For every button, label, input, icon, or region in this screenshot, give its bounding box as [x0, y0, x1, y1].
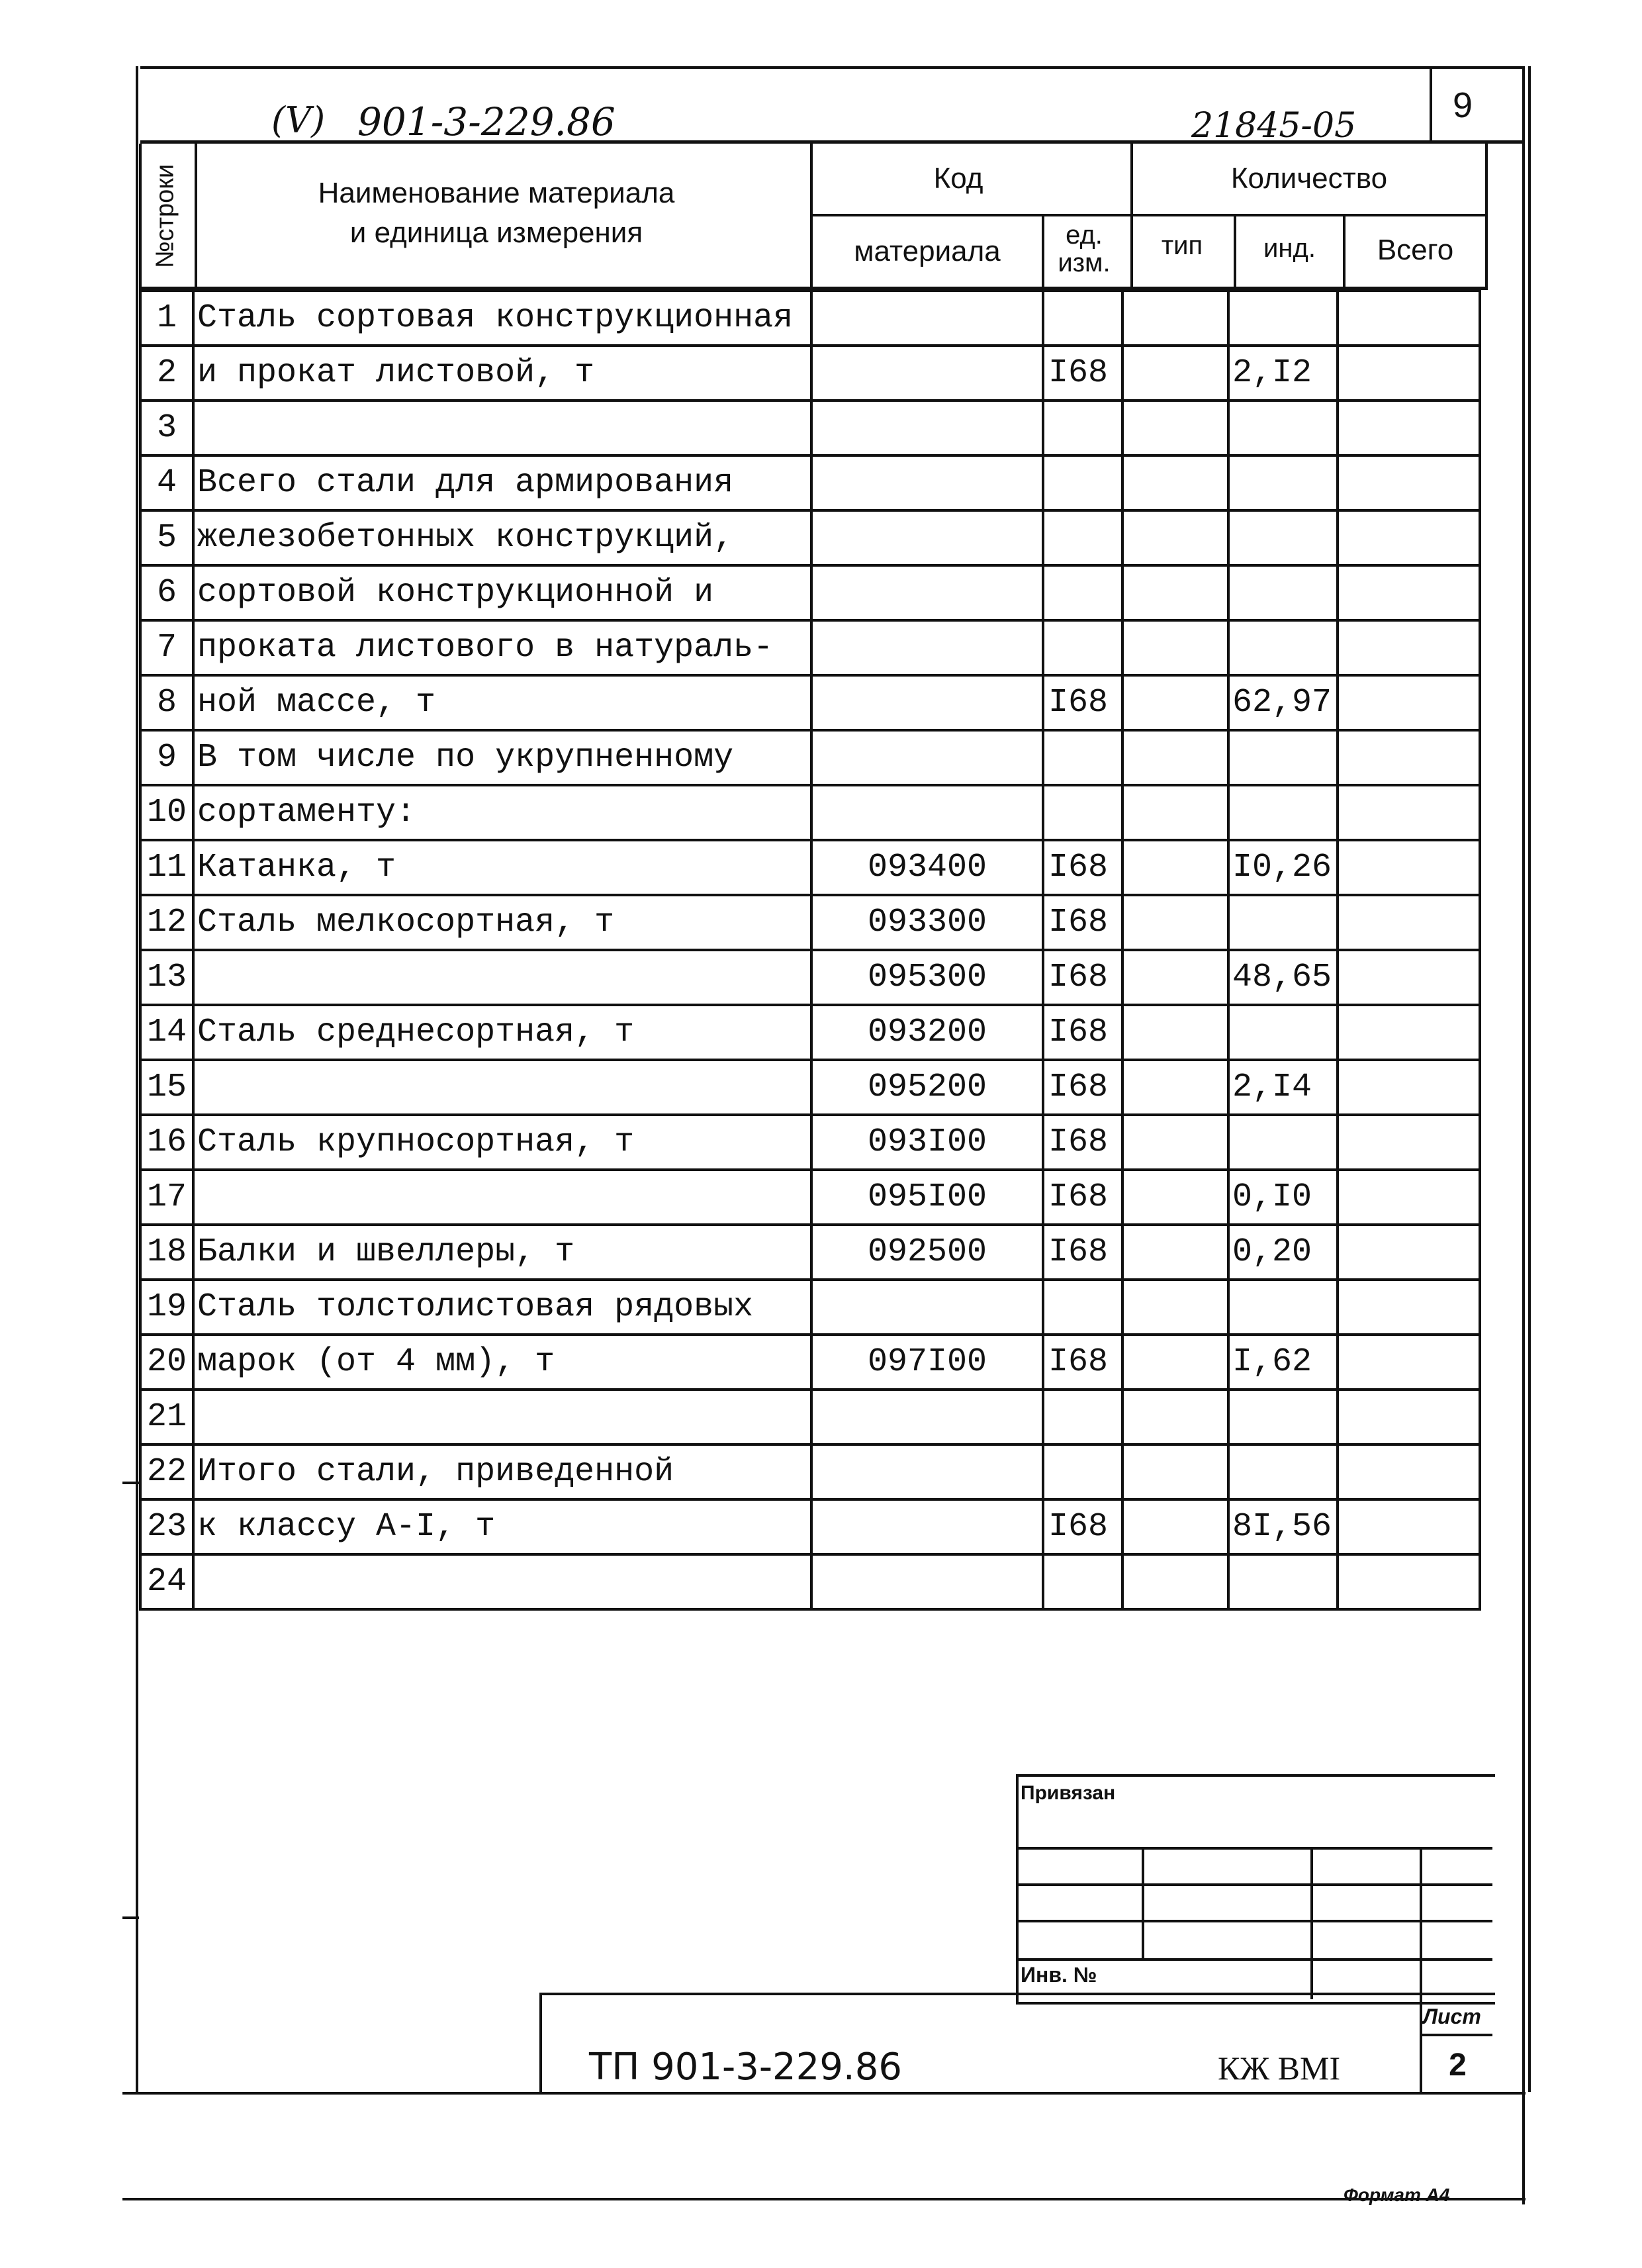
- right-edge: [1522, 66, 1525, 2204]
- qty-total: [1338, 1444, 1480, 1499]
- material-name: Сталь мелкосортная, т: [193, 895, 811, 950]
- qty-type: [1122, 346, 1228, 401]
- row-number: 17: [140, 1170, 193, 1225]
- table-row: [140, 1225, 1480, 1280]
- row-number: 10: [140, 785, 193, 840]
- qty-ind: 62,97: [1228, 675, 1338, 730]
- row-number: 9: [140, 730, 193, 785]
- qty-type: [1122, 785, 1228, 840]
- qty-total: [1338, 1170, 1480, 1225]
- qty-total: [1338, 1335, 1480, 1390]
- qty-type: [1122, 1170, 1228, 1225]
- name-header-line2: и единица измерения: [349, 216, 643, 249]
- table-row: [140, 1060, 1480, 1115]
- table-row: [140, 1280, 1480, 1335]
- unit-code: I68: [1043, 346, 1122, 401]
- material-name: [193, 1390, 811, 1444]
- qty-ind: [1228, 455, 1338, 510]
- qty-total: [1338, 1280, 1480, 1335]
- code-header: Код: [933, 162, 983, 195]
- material-code: 093400: [811, 840, 1043, 895]
- qty-ind: 0,I0: [1228, 1170, 1338, 1225]
- qty-type: [1122, 510, 1228, 565]
- qty-total: [1338, 1060, 1480, 1115]
- row-number: 11: [140, 840, 193, 895]
- qty-total: [1338, 346, 1480, 401]
- unit-code: I68: [1043, 1335, 1122, 1390]
- material-code: [811, 346, 1043, 401]
- handwritten-prefix: (V): [271, 99, 326, 141]
- qty-ind: [1228, 291, 1338, 346]
- unit-code: [1043, 510, 1122, 565]
- margin-tick-2: [122, 1916, 139, 1919]
- qty-total: [1338, 1115, 1480, 1170]
- unit-code: [1043, 620, 1122, 675]
- row-number: 6: [140, 565, 193, 620]
- material-code: 095I00: [811, 1170, 1043, 1225]
- unit-code: [1043, 401, 1122, 455]
- material-code: [811, 455, 1043, 510]
- qty-type: [1122, 1444, 1228, 1499]
- material-code: 093200: [811, 1005, 1043, 1060]
- table-row: [140, 1554, 1480, 1609]
- qty-ind: I,62: [1228, 1335, 1338, 1390]
- qty-type: [1122, 950, 1228, 1005]
- qty-type: [1122, 1280, 1228, 1335]
- row-number: 21: [140, 1390, 193, 1444]
- tied-label: Привязан: [1021, 1782, 1116, 1804]
- unit-code: [1043, 455, 1122, 510]
- unit-code: [1043, 1280, 1122, 1335]
- material-code: [811, 675, 1043, 730]
- material-code: [811, 1280, 1043, 1335]
- unit-code: I68: [1043, 1005, 1122, 1060]
- material-name: и прокат листовой, т: [193, 346, 811, 401]
- code-unit-header-1: ед.: [1066, 220, 1103, 250]
- qty-ind: [1228, 510, 1338, 565]
- row-number: 4: [140, 455, 193, 510]
- qty-type: [1122, 1335, 1228, 1390]
- unit-code: [1043, 291, 1122, 346]
- qty-type: [1122, 565, 1228, 620]
- row-number-header: №строки: [151, 164, 179, 269]
- tied-vsep-1: [1142, 1847, 1144, 1958]
- material-code: [811, 1444, 1043, 1499]
- qty-total: [1338, 675, 1480, 730]
- drawing-mark: КЖ ВМI: [1218, 2050, 1341, 2087]
- table-row: [140, 1170, 1480, 1225]
- unit-code: I68: [1043, 840, 1122, 895]
- qty-ind: [1228, 1444, 1338, 1499]
- qty-ind: 48,65: [1228, 950, 1338, 1005]
- material-name: Сталь сортовая конструкционная: [193, 291, 811, 346]
- row-number: 8: [140, 675, 193, 730]
- row-number: 15: [140, 1060, 193, 1115]
- qty-total: [1338, 1499, 1480, 1554]
- table-row: [140, 730, 1480, 785]
- tied-vsep-2: [1310, 1847, 1313, 1999]
- qty-type: [1122, 1554, 1228, 1609]
- tied-vsep-3: [1420, 1847, 1422, 1999]
- qty-ind: [1228, 730, 1338, 785]
- qty-ind: 8I,56: [1228, 1499, 1338, 1554]
- qty-total: [1338, 510, 1480, 565]
- material-code: [811, 565, 1043, 620]
- material-name: сортаменту:: [193, 785, 811, 840]
- material-name: Сталь толстолистовая рядовых: [193, 1280, 811, 1335]
- material-name: Сталь крупносортная, т: [193, 1115, 811, 1170]
- qty-type: [1122, 895, 1228, 950]
- qty-total: [1338, 1554, 1480, 1609]
- table-row: [140, 1005, 1480, 1060]
- material-name: к классу А-I, т: [193, 1499, 811, 1554]
- material-name: [193, 1060, 811, 1115]
- qty-type: [1122, 291, 1228, 346]
- table-row: [140, 346, 1480, 401]
- row-number: 7: [140, 620, 193, 675]
- table-row: [140, 1115, 1480, 1170]
- qty-type: [1122, 1225, 1228, 1280]
- material-code: [811, 291, 1043, 346]
- unit-code: [1043, 730, 1122, 785]
- qty-total: [1338, 1005, 1480, 1060]
- unit-code: I68: [1043, 1115, 1122, 1170]
- qty-type: [1122, 1060, 1228, 1115]
- material-name: Балки и швеллеры, т: [193, 1225, 811, 1280]
- material-code: 097I00: [811, 1335, 1043, 1390]
- material-name: Итого стали, приведенной: [193, 1444, 811, 1499]
- table-row: [140, 675, 1480, 730]
- top-rule: [140, 66, 1524, 69]
- row-number: 2: [140, 346, 193, 401]
- table-row: [140, 620, 1480, 675]
- material-code: 093I00: [811, 1115, 1043, 1170]
- row-number: 16: [140, 1115, 193, 1170]
- qty-total: [1338, 455, 1480, 510]
- qty-ind: [1228, 620, 1338, 675]
- qty-ind: [1228, 1390, 1338, 1444]
- qty-ind: I0,26: [1228, 840, 1338, 895]
- unit-code: [1043, 565, 1122, 620]
- unit-code: I68: [1043, 1060, 1122, 1115]
- qty-type: [1122, 730, 1228, 785]
- qty-total: [1338, 565, 1480, 620]
- sheet-label: Лист: [1423, 2005, 1481, 2028]
- row-number: 24: [140, 1554, 193, 1609]
- material-name: [193, 1554, 811, 1609]
- handwritten-archive-code: 21845-05: [1191, 106, 1357, 146]
- code-material-header: материала: [854, 235, 1001, 267]
- table-row: [140, 895, 1480, 950]
- row-number: 1: [140, 291, 193, 346]
- qty-total: [1338, 401, 1480, 455]
- material-code: 095300: [811, 950, 1043, 1005]
- qty-ind-header: инд.: [1263, 234, 1316, 263]
- row-number: 22: [140, 1444, 193, 1499]
- unit-code: I68: [1043, 1499, 1122, 1554]
- row-number: 3: [140, 401, 193, 455]
- unit-code: I68: [1043, 675, 1122, 730]
- qty-total: [1338, 730, 1480, 785]
- inventory-label: Инв. №: [1021, 1963, 1097, 1987]
- qty-ind: 0,20: [1228, 1225, 1338, 1280]
- material-code: [811, 1554, 1043, 1609]
- row-number: 23: [140, 1499, 193, 1554]
- qty-total: [1338, 1390, 1480, 1444]
- qty-ind: [1228, 895, 1338, 950]
- material-name: [193, 950, 811, 1005]
- material-name: [193, 1170, 811, 1225]
- qty-total: [1338, 840, 1480, 895]
- qty-type: [1122, 401, 1228, 455]
- table-row: [140, 565, 1480, 620]
- table-row: [140, 950, 1480, 1005]
- qty-ind: [1228, 1280, 1338, 1335]
- qty-total: [1338, 785, 1480, 840]
- table-row: [140, 455, 1480, 510]
- table-header: [139, 144, 1492, 289]
- material-name: Всего стали для армирования: [193, 455, 811, 510]
- name-header-line1: Наименование материала: [318, 177, 675, 209]
- row-number: 20: [140, 1335, 193, 1390]
- material-name: Сталь среднесортная, т: [193, 1005, 811, 1060]
- qty-ind: 2,I2: [1228, 346, 1338, 401]
- table-row: [140, 1335, 1480, 1390]
- quantity-header: Количество: [1230, 162, 1388, 195]
- row-number: 18: [140, 1225, 193, 1280]
- materials-table: [139, 289, 1481, 1611]
- material-name: марок (от 4 мм), т: [193, 1335, 811, 1390]
- qty-type: [1122, 1499, 1228, 1554]
- qty-type: [1122, 1390, 1228, 1444]
- material-name: проката листового в натураль-: [193, 620, 811, 675]
- row-number: 13: [140, 950, 193, 1005]
- qty-total-header: Всего: [1377, 234, 1454, 266]
- row-number: 14: [140, 1005, 193, 1060]
- handwritten-doc-code: 901-3-229.86: [357, 99, 616, 144]
- material-name: [193, 401, 811, 455]
- qty-ind: [1228, 1005, 1338, 1060]
- material-code: [811, 1499, 1043, 1554]
- row-number: 12: [140, 895, 193, 950]
- qty-total: [1338, 620, 1480, 675]
- qty-ind: [1228, 1115, 1338, 1170]
- table-row: [140, 291, 1480, 346]
- material-code: 093300: [811, 895, 1043, 950]
- material-code: [811, 785, 1043, 840]
- material-name: сортовой конструкционной и: [193, 565, 811, 620]
- qty-ind: [1228, 565, 1338, 620]
- margin-tick-1: [122, 1482, 139, 1484]
- material-code: [811, 620, 1043, 675]
- table-row: [140, 1444, 1480, 1499]
- format-label: Формат А4: [1344, 2185, 1450, 2205]
- sheet-vsep: [1420, 1993, 1422, 2092]
- qty-type: [1122, 675, 1228, 730]
- page-number: 9: [1452, 85, 1473, 125]
- material-code: [811, 730, 1043, 785]
- row-number: 19: [140, 1280, 193, 1335]
- row-number: 5: [140, 510, 193, 565]
- sheet-hsep: [1420, 2034, 1492, 2036]
- unit-code: I68: [1043, 950, 1122, 1005]
- material-name: В том числе по укрупненному: [193, 730, 811, 785]
- material-name: Катанка, т: [193, 840, 811, 895]
- qty-type: [1122, 620, 1228, 675]
- qty-type: [1122, 455, 1228, 510]
- sheet-number: 2: [1449, 2048, 1467, 2083]
- table-row: [140, 785, 1480, 840]
- qty-type: [1122, 1005, 1228, 1060]
- unit-code: [1043, 785, 1122, 840]
- material-code: 095200: [811, 1060, 1043, 1115]
- unit-code: I68: [1043, 1170, 1122, 1225]
- footer-rule: [122, 2198, 1526, 2200]
- qty-ind: [1228, 1554, 1338, 1609]
- table-row: [140, 840, 1480, 895]
- unit-code: [1043, 1444, 1122, 1499]
- qty-ind: [1228, 401, 1338, 455]
- unit-code: I68: [1043, 1225, 1122, 1280]
- qty-total: [1338, 291, 1480, 346]
- document-code: ТП 901-3-229.86: [589, 2046, 902, 2089]
- qty-ind: 2,I4: [1228, 1060, 1338, 1115]
- material-code: [811, 401, 1043, 455]
- material-name: ной массе, т: [193, 675, 811, 730]
- unit-code: I68: [1043, 895, 1122, 950]
- qty-type-header: тип: [1161, 231, 1203, 260]
- unit-code: [1043, 1554, 1122, 1609]
- table-row: [140, 1499, 1480, 1554]
- table-row: [140, 510, 1480, 565]
- qty-total: [1338, 895, 1480, 950]
- material-code: 092500: [811, 1225, 1043, 1280]
- qty-total: [1338, 950, 1480, 1005]
- unit-code: [1043, 1390, 1122, 1444]
- material-code: [811, 1390, 1043, 1444]
- table-row: [140, 401, 1480, 455]
- header-sub-rule-code: [810, 214, 1488, 216]
- code-unit-header-2: изм.: [1058, 248, 1111, 277]
- qty-type: [1122, 1115, 1228, 1170]
- qty-total: [1338, 1225, 1480, 1280]
- table-row: [140, 1390, 1480, 1444]
- qty-ind: [1228, 785, 1338, 840]
- qty-type: [1122, 840, 1228, 895]
- material-code: [811, 510, 1043, 565]
- material-name: железобетонных конструкций,: [193, 510, 811, 565]
